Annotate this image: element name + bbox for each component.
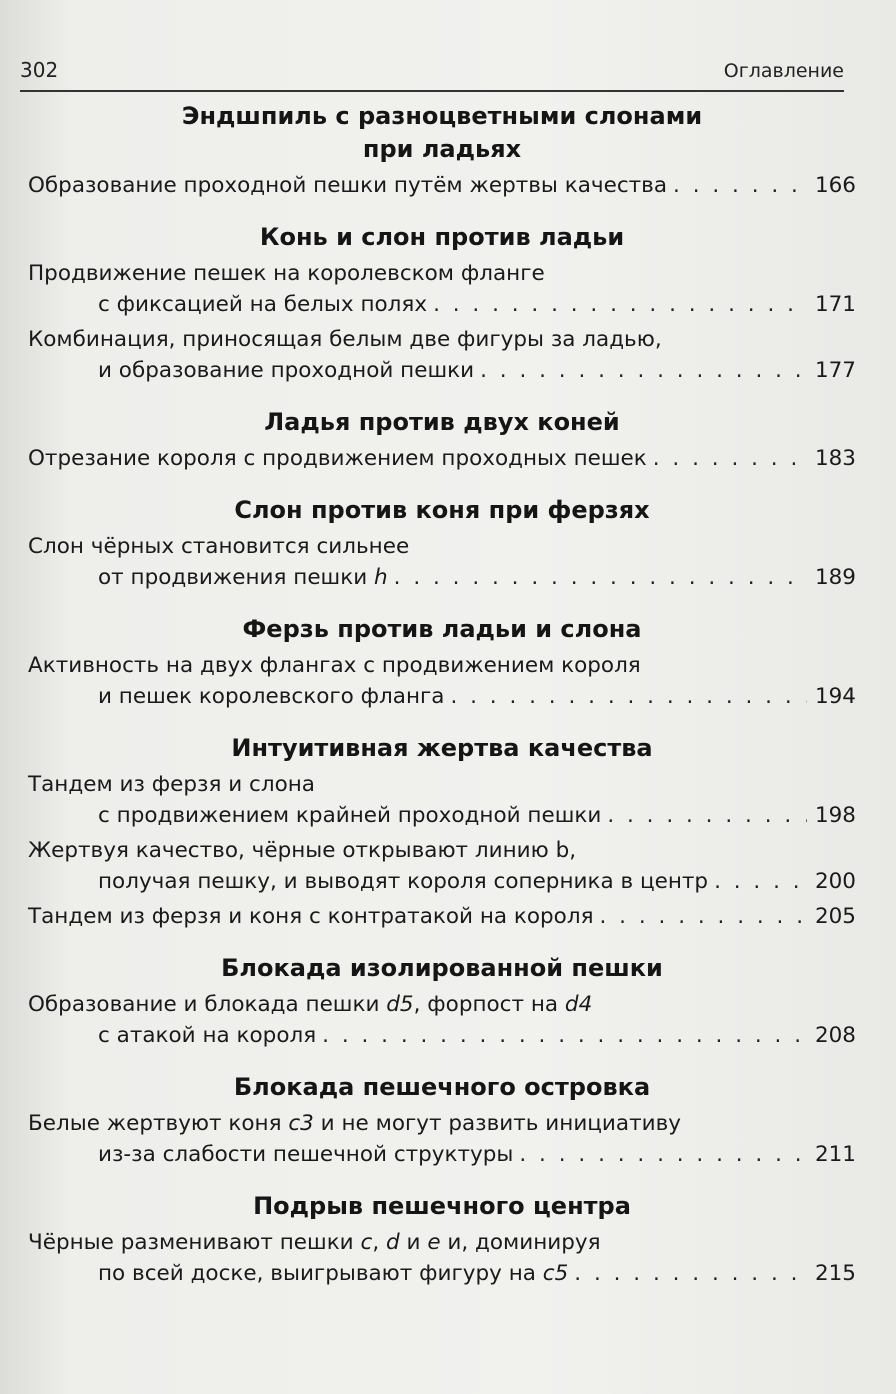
dot-leader: [394, 562, 807, 593]
entry-text: с продвижением крайней проходной пешки: [98, 803, 602, 828]
entry-page-number: 200: [814, 869, 856, 894]
section-title: [28, 732, 856, 765]
toc-entry[interactable]: [28, 1227, 856, 1289]
toc-entry[interactable]: [28, 443, 856, 474]
toc-entry[interactable]: [28, 835, 856, 897]
toc-entry[interactable]: [28, 901, 856, 932]
entry-text: Отрезание короля с продвижением проходных пешек: [28, 446, 647, 471]
section-title-line: Блокада пешечного островка: [233, 1073, 651, 1101]
entry-text: и пешек королевского фланга: [98, 684, 445, 709]
entry-text: от продвижения пешки h: [98, 565, 388, 590]
section-title: [28, 494, 856, 527]
dot-leader: [450, 681, 806, 712]
section-title-line: Слон против коня при ферзях: [234, 496, 650, 524]
entry-text: Комбинация, приносящая белым две фигуры за ладью,: [28, 327, 662, 352]
entry-page-number: 208: [814, 1023, 856, 1048]
entry-text: из-за слабости пешечной структуры: [98, 1142, 514, 1167]
section-title: [28, 1190, 856, 1223]
entry-text: Слон чёрных становится сильнее: [28, 534, 410, 559]
section-title: [28, 100, 856, 166]
entry-text: Белые жертвуют коня c3 и не могут развить инициативу: [28, 1111, 681, 1136]
toc-entry[interactable]: [28, 324, 856, 386]
dot-leader: [607, 800, 807, 831]
dot-leader: [714, 866, 807, 897]
entry-text: по всей доске, выигрывают фигуру на c5: [98, 1261, 569, 1286]
toc-entry[interactable]: [28, 258, 856, 320]
entry-page-number: 205: [814, 904, 856, 929]
entry-page-number: 171: [814, 292, 856, 317]
page-number: 302: [20, 58, 59, 82]
entry-text: Тандем из ферзя и коня с контратакой на короля: [28, 904, 594, 929]
entry-text: Продвижение пешек на королевском фланге: [28, 261, 545, 286]
entry-page-number: 166: [814, 173, 856, 198]
toc-entry[interactable]: [28, 650, 856, 712]
dot-leader: [519, 1139, 807, 1170]
entry-text: Жертвуя качество, чёрные открывают линию b,: [28, 838, 577, 863]
entry-page-number: 215: [814, 1261, 856, 1286]
section-title-line: Интуитивная жертва качества: [231, 734, 653, 762]
section-title-line: Ферзь против ладьи и слона: [242, 615, 642, 643]
toc-entry[interactable]: [28, 531, 856, 593]
dot-leader: [574, 1258, 807, 1289]
dot-leader: [433, 289, 807, 320]
entry-page-number: 198: [814, 803, 856, 828]
running-title: Оглавление: [723, 60, 844, 82]
toc-entry[interactable]: [28, 1108, 856, 1170]
entry-text: получая пешку, и выводят короля соперника в центр: [98, 869, 709, 894]
running-head: [20, 58, 844, 82]
entry-text: с атакой на короля: [98, 1023, 317, 1048]
section-title: [28, 1071, 856, 1104]
section-title: [28, 613, 856, 646]
dot-leader: [480, 355, 807, 386]
toc-entry[interactable]: [28, 170, 856, 201]
entry-text: Образование проходной пешки путём жертвы качества: [28, 173, 668, 198]
entry-text: Образование и блокада пешки d5, форпост на d4: [28, 992, 593, 1017]
table-of-contents: [28, 100, 856, 1293]
entry-page-number: 189: [814, 565, 856, 590]
dot-leader: [653, 443, 807, 474]
section-title-line: Конь и слон против ладьи: [259, 223, 625, 251]
entry-text: и образование проходной пешки: [98, 358, 475, 383]
section-title-line: Ладья против двух коней: [264, 408, 620, 436]
entry-page-number: 183: [814, 446, 856, 471]
section-title: [28, 406, 856, 439]
dot-leader: [322, 1020, 807, 1051]
entry-page-number: 211: [814, 1142, 856, 1167]
entry-text: Активность на двух флангах с продвижением короля: [28, 653, 641, 678]
entry-text: с фиксацией на белых полях: [98, 292, 428, 317]
header-rule: [20, 90, 844, 92]
entry-text: Чёрные разменивают пешки c, d и e и, доминируя: [28, 1230, 601, 1255]
section-title-line: при ладьях: [362, 135, 522, 163]
dot-leader: [673, 170, 807, 201]
section-title-line: Эндшпиль с разноцветными слонами: [181, 102, 703, 130]
toc-entry[interactable]: [28, 769, 856, 831]
entry-page-number: 177: [814, 358, 856, 383]
toc-entry[interactable]: [28, 989, 856, 1051]
entry-text: Тандем из ферзя и слона: [28, 772, 315, 797]
entry-page-number: 194: [814, 684, 856, 709]
section-title-line: Блокада изолированной пешки: [221, 954, 663, 982]
section-title: [28, 221, 856, 254]
dot-leader: [600, 901, 807, 932]
section-title: [28, 952, 856, 985]
section-title-line: Подрыв пешечного центра: [253, 1192, 631, 1220]
